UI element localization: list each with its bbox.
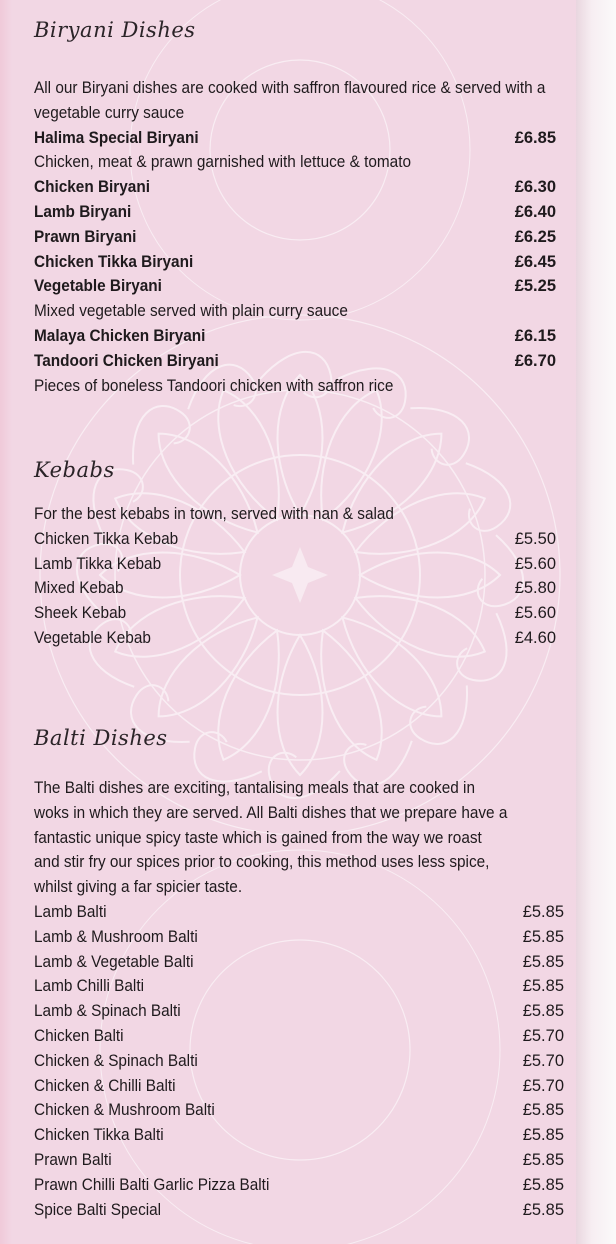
menu-item: [34, 250, 556, 275]
menu-item: [34, 1148, 564, 1173]
menu-item: [34, 1049, 564, 1074]
menu-item: [34, 626, 556, 651]
section-title: Biryani Dishes: [34, 18, 196, 42]
menu-item: [34, 900, 564, 925]
menu-item: [34, 1024, 564, 1049]
menu-item: [34, 925, 564, 950]
item-price: £5.85: [522, 1200, 564, 1219]
kebabs-section: [34, 458, 556, 651]
item-description: Chicken, meat & prawn garnished with lettuce & tomato: [34, 153, 411, 172]
item-price: £6.30: [514, 178, 556, 197]
item-price: £5.60: [514, 604, 556, 623]
item-name: Chicken & Spinach Balti: [34, 1051, 198, 1070]
menu-item: [34, 324, 556, 349]
item-price: £5.60: [514, 554, 556, 573]
item-price: £6.25: [514, 227, 556, 246]
item-price: £5.85: [522, 1150, 564, 1169]
item-name: Vegetable Biryani: [34, 277, 162, 296]
menu-item: [34, 576, 556, 601]
item-price: £5.50: [514, 529, 556, 548]
section-title: Kebabs: [34, 458, 115, 482]
item-name: Lamb & Spinach Balti: [34, 1002, 181, 1021]
menu-item: [34, 1098, 564, 1123]
menu-item: [34, 552, 556, 577]
item-name: Chicken & Chilli Balti: [34, 1076, 176, 1095]
menu-item: [34, 225, 556, 250]
item-price: £6.40: [514, 202, 556, 221]
section-intro: All our Biryani dishes are cooked with saffron flavoured rice & served with a vegetable curry sauce: [34, 79, 546, 122]
item-price: £5.85: [522, 1175, 564, 1194]
menu-item: [34, 527, 556, 552]
item-price: £5.70: [522, 1051, 564, 1070]
menu-item: [34, 1198, 564, 1223]
item-name: Lamb Chilli Balti: [34, 977, 145, 996]
item-name: Prawn Balti: [34, 1150, 112, 1169]
menu-item: [34, 175, 556, 200]
item-price: £5.80: [514, 579, 556, 598]
item-name: Chicken Tikka Balti: [34, 1126, 164, 1145]
menu-item: [34, 1173, 564, 1198]
item-name: Lamb Balti: [34, 902, 107, 921]
menu-item: [34, 1123, 564, 1148]
menu-item: [34, 349, 556, 374]
item-name: Prawn Chilli Balti Garlic Pizza Balti: [34, 1175, 270, 1194]
item-name: Chicken & Mushroom Balti: [34, 1101, 215, 1120]
item-name: Vegetable Kebab: [34, 628, 151, 647]
item-name: Chicken Tikka Biryani: [34, 252, 194, 271]
item-name: Tandoori Chicken Biryani: [34, 351, 219, 370]
menu-item: [34, 974, 564, 999]
section-intro: For the best kebabs in town, served with nan & salad: [34, 505, 394, 523]
item-description: Pieces of boneless Tandoori chicken with saffron rice: [34, 376, 394, 395]
item-price: £5.70: [522, 1076, 564, 1095]
item-name: Mixed Kebab: [34, 579, 124, 598]
menu-item: [34, 126, 556, 151]
section-title: Balti Dishes: [34, 726, 168, 750]
item-price: £5.85: [522, 977, 564, 996]
item-price: £5.85: [522, 1126, 564, 1145]
item-name: Halima Special Biryani: [34, 128, 199, 147]
item-name: Prawn Biryani: [34, 227, 137, 246]
item-description: Mixed vegetable served with plain curry sauce: [34, 302, 348, 321]
menu-item: [34, 274, 556, 299]
item-price: £5.85: [522, 952, 564, 971]
item-name: Lamb & Mushroom Balti: [34, 927, 198, 946]
item-name: Sheek Kebab: [34, 604, 127, 623]
section-intro: The Balti dishes are exciting, tantalising meals that are cooked in woks in which they are served. All Balti dishes that we prepare have a fantastic unique spicy taste which is gained from the way we roast and stir fry our spices prior to cooking, this method uses less spice, whilst giving a far spicier taste.: [34, 779, 508, 897]
item-name: Lamb & Vegetable Balti: [34, 952, 194, 971]
item-price: £5.85: [522, 902, 564, 921]
item-name: Spice Balti Special: [34, 1200, 162, 1219]
menu-item: [34, 200, 556, 225]
item-name: Lamb Tikka Kebab: [34, 554, 162, 573]
menu-item: [34, 1074, 564, 1099]
item-price: £5.85: [522, 927, 564, 946]
menu-item: [34, 999, 564, 1024]
item-price: £6.45: [514, 252, 556, 271]
item-price: £5.85: [522, 1002, 564, 1021]
item-price: £5.70: [522, 1026, 564, 1045]
item-name: Chicken Balti: [34, 1026, 124, 1045]
biryani-section: [34, 18, 556, 398]
item-price: £5.85: [522, 1101, 564, 1120]
item-name: Chicken Tikka Kebab: [34, 529, 179, 548]
item-price: £6.70: [514, 351, 556, 370]
item-price: £6.15: [514, 326, 556, 345]
item-name: Chicken Biryani: [34, 178, 150, 197]
balti-section: [34, 726, 564, 1222]
item-price: £5.25: [514, 277, 556, 296]
menu-item: [34, 601, 556, 626]
item-price: £6.85: [514, 128, 556, 147]
menu-item: [34, 950, 564, 975]
item-price: £4.60: [514, 628, 556, 647]
item-name: Malaya Chicken Biryani: [34, 326, 206, 345]
page-fold-edge: [576, 0, 616, 1244]
item-name: Lamb Biryani: [34, 202, 132, 221]
